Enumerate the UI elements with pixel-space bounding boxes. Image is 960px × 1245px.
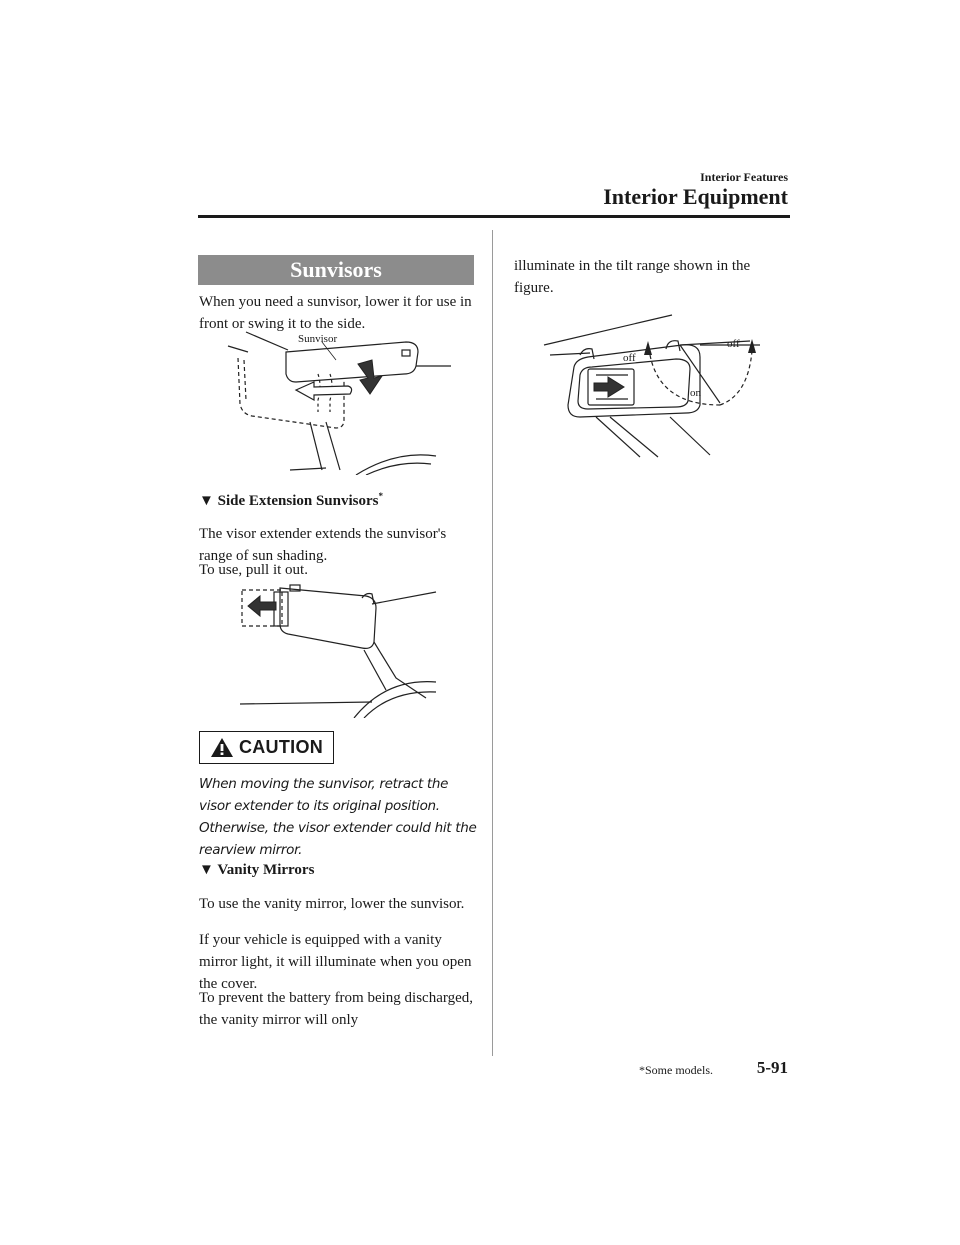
caution-label: CAUTION (238, 737, 324, 757)
sunvisor-label: Sunvisor (298, 333, 338, 345)
side-extension-text: The visor extender extends the sunvisor's range of sun shading. (199, 526, 447, 564)
page-number: 5-91 (756, 1058, 788, 1077)
on-label: on (690, 387, 701, 399)
caution-text: When moving the sunvisor, retract the visor extender to its original position. Otherwise, the visor extender could hit the rearview mirror. (199, 776, 477, 858)
vanity-mirror-figure (540, 305, 770, 465)
asterisk-note-marker: * (378, 491, 383, 501)
vanity-text-continuation: illuminate in the tilt range shown in the figure. (514, 258, 751, 296)
sunvisors-heading: Sunvisors (198, 255, 474, 285)
caution-box (199, 731, 334, 764)
vanity-text-2: If your vehicle is equipped with a vanity mirror light, it will illuminate when you open the cover. (199, 932, 472, 992)
chapter-title: Interior Features (700, 170, 788, 184)
vanity-text-3: To prevent the battery from being discharged, the vanity mirror will only (199, 990, 473, 1028)
column-divider (492, 230, 493, 1056)
off-right-label: off (727, 338, 740, 350)
side-extension-instruction: To use, pull it out. (199, 562, 308, 578)
sunvisors-intro: When you need a sunvisor, lower it for use in front or swing it to the side. (199, 294, 472, 332)
header-rule (198, 215, 790, 218)
vanity-text-1: To use the vanity mirror, lower the sunvisor. (199, 896, 465, 912)
side-extension-heading: ▼ Side Extension Sunvisors* (199, 491, 383, 509)
sunvisor-figure (226, 330, 456, 475)
side-extension-figure (236, 578, 456, 718)
footnote: *Some models. (639, 1063, 713, 1077)
warning-triangle-icon (210, 737, 234, 758)
vanity-mirrors-heading: ▼ Vanity Mirrors (199, 862, 315, 878)
off-left-label: off (623, 352, 636, 364)
section-title: Interior Equipment (603, 184, 788, 209)
